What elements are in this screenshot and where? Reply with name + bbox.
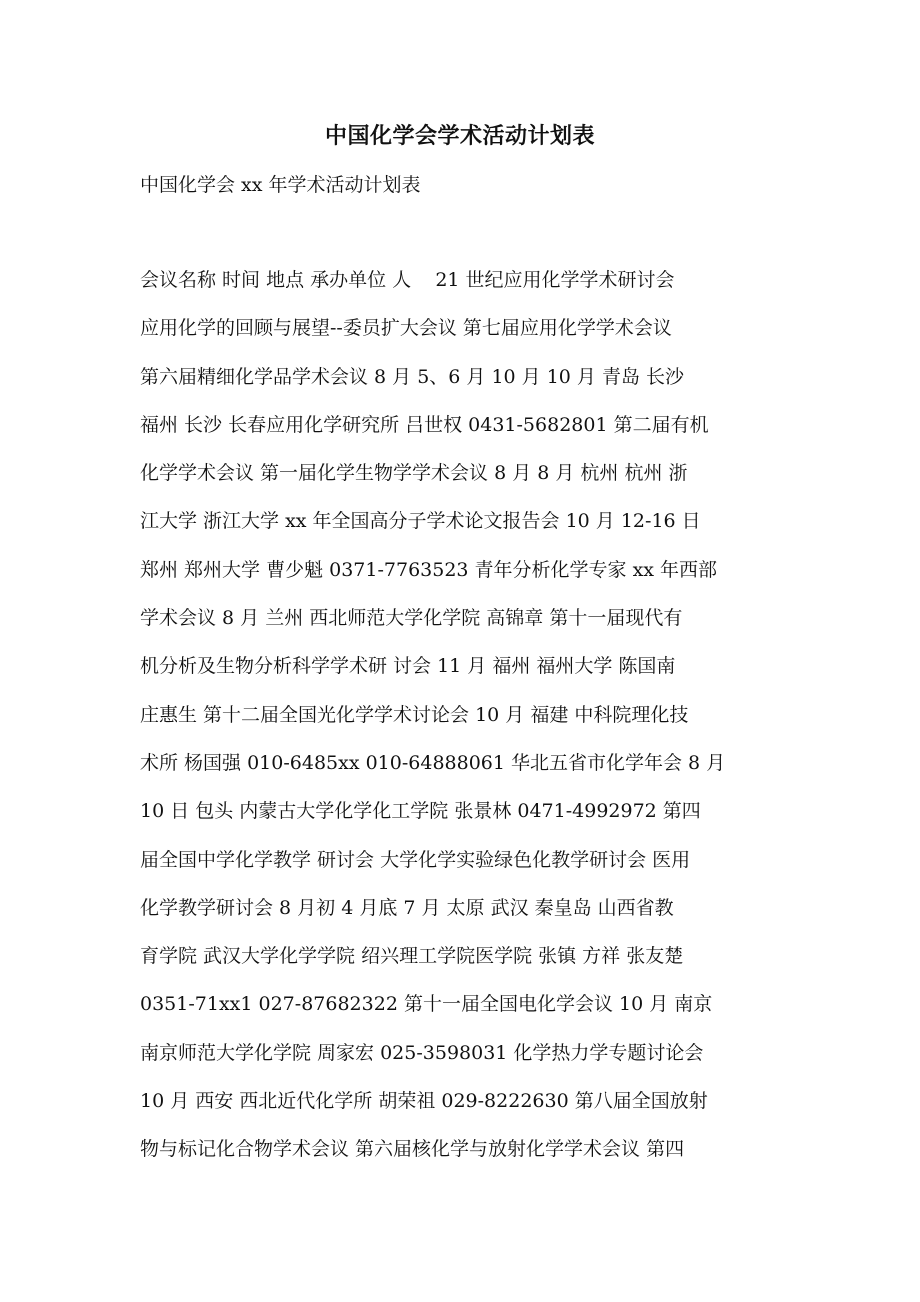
body-text-line: 术所 杨国强 010-6485xx 010-64888061 华北五省市化学年会 8 月: [140, 751, 726, 774]
body-text-line: 0351-71xx1 027-87682322 第十一届全国电化学会议 10 月 南京: [140, 993, 713, 1016]
document-subtitle: 中国化学会 xx 年学术活动计划表: [140, 174, 421, 196]
body-text-line: 庄惠生 第十二届全国光化学学术讨论会 10 月 福建 中科院理化技: [140, 703, 689, 726]
body-text-line: 第六届精细化学品学术会议 8 月 5、6 月 10 月 10 月 青岛 长沙: [140, 365, 685, 388]
body-text-line: 江大学 浙江大学 xx 年全国高分子学术论文报告会 10 月 12-16 日: [140, 510, 701, 533]
body-text-line: 10 日 包头 内蒙古大学化学化工学院 张景林 0471-4992972 第四: [140, 800, 701, 823]
body-text-line: 物与标记化合物学术会议 第六届核化学与放射化学学术会议 第四: [140, 1138, 685, 1161]
page-title: 中国化学会学术活动计划表: [324, 123, 595, 149]
body-text-line: 化学教学研讨会 8 月初 4 月底 7 月 太原 武汉 秦皇岛 山西省教: [140, 896, 674, 919]
body-text-line: 化学学术会议 第一届化学生物学学术会议 8 月 8 月 杭州 杭州 浙: [140, 462, 688, 485]
body-text-line: 应用化学的回顾与展望--委员扩大会议 第七届应用化学学术会议: [140, 317, 672, 340]
document-body: [140, 262, 790, 1180]
body-text-line: 10 月 西安 西北近代化学所 胡荣祖 029-8222630 第八届全国放射: [140, 1090, 708, 1113]
body-text-line: 会议名称 时间 地点 承办单位 人 21 世纪应用化学学术研讨会: [140, 269, 675, 291]
body-text-line: 福州 长沙 长春应用化学研究所 吕世权 0431-5682801 第二届有机: [140, 413, 709, 436]
body-text-line: 机分析及生物分析科学学术研 讨会 11 月 福州 福州大学 陈国南: [140, 655, 676, 678]
body-text-line: 学术会议 8 月 兰州 西北师范大学化学院 高锦章 第十一届现代有: [140, 607, 683, 630]
body-text-line: 南京师范大学化学院 周家宏 025-3598031 化学热力学专题讨论会: [140, 1041, 704, 1064]
body-text-line: 郑州 郑州大学 曹少魁 0371-7763523 青年分析化学专家 xx 年西部: [140, 558, 718, 581]
body-text-line: 育学院 武汉大学化学学院 绍兴理工学院医学院 张镇 方祥 张友楚: [140, 945, 684, 968]
body-text-line: 届全国中学化学教学 研讨会 大学化学实验绿色化教学研讨会 医用: [140, 848, 691, 871]
